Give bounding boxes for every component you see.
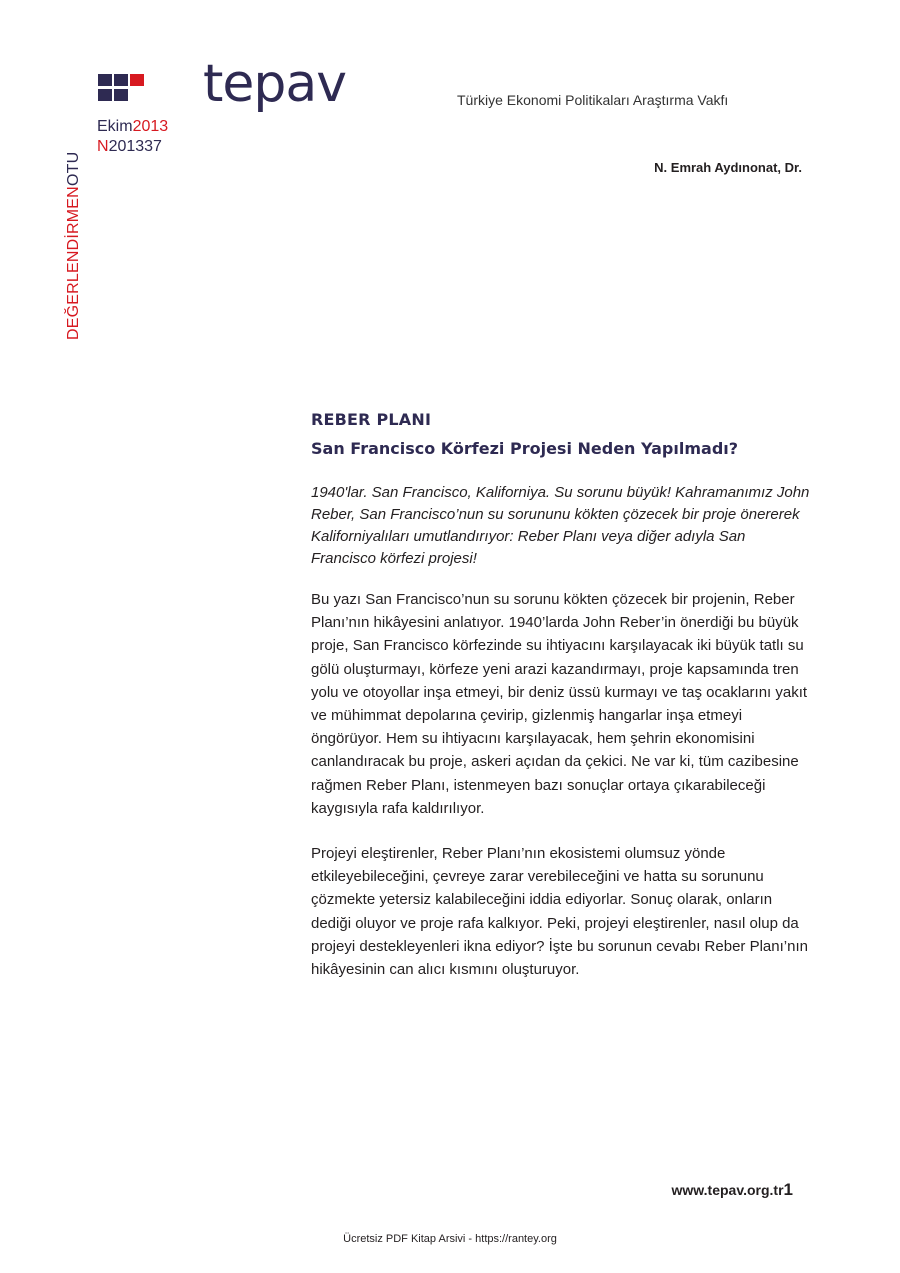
article-body xyxy=(311,410,811,981)
footer-url: www.tepav.org.tr1 xyxy=(671,1180,793,1199)
article-lead: 1940'lar. San Francisco, Kaliforniya. Su sorunu büyük! Kahramanımız John Reber, San Francisco’nun su sorununu kökten çözecek bir proje önererek Kaliforniyalıları umutlandırıyor: Reber Planı veya diğer adıyla San Francisco körfezi projesi! xyxy=(311,484,810,567)
author-name: N. Emrah Aydınonat, Dr. xyxy=(654,160,802,175)
bottom-note: Ücretsiz PDF Kitap Arsivi - https://rantey.org xyxy=(343,1233,557,1245)
publication-number: N201337 xyxy=(97,138,162,155)
page-number: 1 xyxy=(783,1180,793,1199)
logo-wordmark: tepav xyxy=(203,54,347,114)
article-paragraph: Projeyi eleştirenler, Reber Planı’nın ekosistemi olumsuz yönde etkileyebileceğini, çevreye zarar verebileceğini ve hatta su sorununu çözmekte yetersiz kalabileceğini iddia ediyorlar. Sonuç olarak, onların dediği oluyor ve proje rafa kalkıyor. Peki, projeyi eleştirenler, nasıl olup da projeyi destekleyenleri ikna ediyor? İşte bu sorunun cevabı Reber Planı’nın hikâyesinin can alıcı kısmını oluşturuyor. xyxy=(311,845,808,979)
article-paragraph: Bu yazı San Francisco’nun su sorunu kökten çözecek bir projenin, Reber Planı’nın hikâyesini anlatıyor. 1940’larda John Reber’in önerdiği bu büyük proje, San Francisco körfezinde su ihtiyacını karşılayacak iki büyük tatlı su gölü oluşturmayı, körfeze yeni arazi kazandırmayı, proje kapsamında tren yolu ve otoyollar inşa etmeyi, bir deniz üssü kurmayı ve taş ocaklarını yakıt ve mühimmat depolarına çevirip, gizlenmiş hangarlar inşa etmeyi öngörüyor. Hem su ihtiyacını karşılayacak, hem şehrin ekonomisini canlandıracak bu proje, askeri açıdan da çekici. Ne var ki, tüm cazibesine rağmen Reber Planı, istenmeyen bazı sonuçlar ortaya çıkarabileceği kaygısıyla rafa kaldırılıyor. xyxy=(311,591,808,817)
publication-date: Ekim2013 xyxy=(97,118,169,135)
article-title: REBER PLANI xyxy=(311,410,432,429)
series-label: DEĞERLENDİRMENOTU xyxy=(65,151,82,340)
org-name: Türkiye Ekonomi Politikaları Araştırma Vakfı xyxy=(457,92,729,108)
tepav-logo-icon xyxy=(98,74,148,104)
article-subtitle: San Francisco Körfezi Projesi Neden Yapılmadı? xyxy=(311,439,739,458)
